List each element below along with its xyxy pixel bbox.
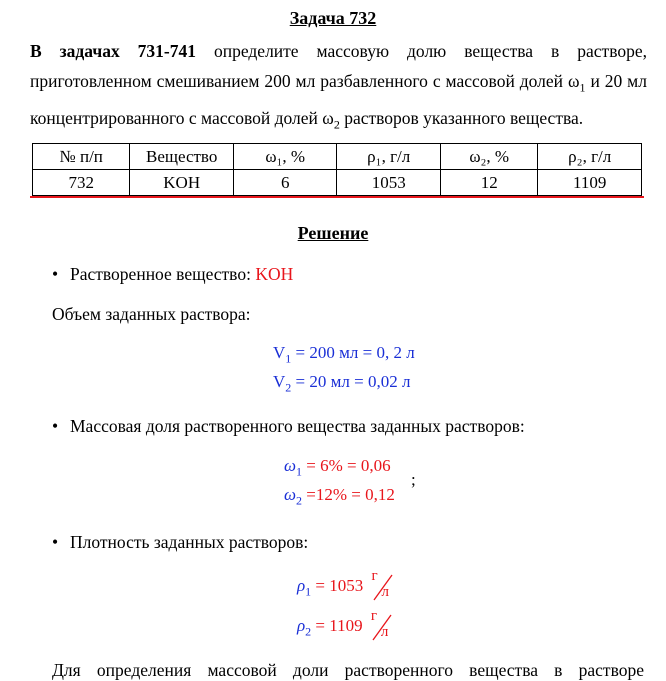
bullet-icon: •: [52, 416, 59, 436]
density-unit: [367, 610, 395, 644]
mass-fraction-bullet: [52, 416, 525, 437]
density-label: Плотность заданных растворов:: [70, 532, 309, 552]
volume-value: = 20 мл = 0,02 л: [291, 372, 411, 391]
bullet-icon: •: [52, 264, 59, 284]
density-formula-2: [297, 610, 395, 644]
unit-numerator: г: [371, 568, 378, 584]
table-header-row: [33, 144, 642, 170]
density-formula-1: [297, 570, 396, 604]
unit-denominator: л: [381, 584, 390, 600]
problem-range: В задачах 731-741: [30, 41, 197, 61]
table-cell: 1053: [337, 170, 441, 196]
table-cell: 6: [233, 170, 337, 196]
problem-title: Задача 732: [289, 8, 377, 28]
solute-label: Растворенное вещество:: [70, 264, 256, 284]
density-symbol: ρ: [297, 615, 306, 635]
volume-value: = 200 мл = 0, 2 л: [291, 343, 415, 362]
header-cell: № п/п: [33, 144, 130, 170]
volume-subscript: 2: [285, 380, 292, 395]
volume-symbol: V: [273, 372, 286, 391]
statement-part-2: и 20 мл концентрированного с массовой долей ω: [30, 71, 647, 128]
data-table: [32, 143, 642, 196]
fraction-symbol: ω: [284, 485, 297, 504]
density-subscript: 2: [305, 624, 312, 639]
header-cell: Вещество: [130, 144, 234, 170]
bullet-icon: •: [52, 532, 59, 552]
density-subscript: 1: [305, 584, 312, 599]
volume-formula-1: [273, 343, 415, 366]
density-value: = 1109: [311, 615, 363, 635]
density-symbol: ρ: [297, 575, 306, 595]
red-underline: [30, 196, 644, 198]
table-cell: 12: [440, 170, 537, 196]
fraction-formula-2: [284, 485, 395, 508]
header-cell: ρ₁, г/л: [337, 144, 441, 170]
table-row: [33, 170, 642, 196]
problem-statement: [30, 36, 647, 139]
unit-denominator: л: [380, 624, 389, 640]
fraction-subscript: 1: [296, 464, 303, 479]
table-cell: 732: [33, 170, 130, 196]
fraction-value: =12% = 0,12: [302, 485, 395, 504]
mass-fraction-label: Массовая доля растворенного вещества заданных растворов:: [70, 416, 525, 436]
statement-sub-1: 1: [579, 80, 586, 95]
header-cell: ω₁, %: [233, 144, 337, 170]
volume-subscript: 1: [285, 351, 292, 366]
statement-part-3: растворов указанного вещества.: [339, 107, 584, 128]
continuation-text: Для определения массовой доли растворенного вещества в растворе: [52, 660, 644, 680]
solution-heading: Решение: [297, 223, 369, 243]
statement-sub-2: 2: [333, 117, 340, 131]
table-cell: KOH: [130, 170, 234, 196]
solute-value: KOH: [255, 264, 294, 284]
solute-bullet: [52, 264, 293, 285]
unit-numerator: г: [370, 608, 378, 624]
volume-symbol: V: [273, 343, 286, 362]
density-unit: [368, 570, 396, 604]
volume-label: Объем заданных раствора:: [52, 304, 251, 324]
density-value: = 1053: [311, 575, 364, 595]
fraction-subscript: 2: [296, 493, 303, 508]
volume-formula-2: [273, 372, 410, 395]
fraction-symbol: ω: [284, 456, 297, 475]
statement-part-1: определите массовую долю вещества в растворе, приготовленном смешиванием 200 мл разбавленного с массовой долей ω: [30, 41, 647, 91]
fraction-value: = 6% = 0,06: [302, 456, 391, 475]
header-cell: ρ₂, г/л: [538, 144, 642, 170]
fraction-formula-1: [284, 456, 391, 479]
header-cell: ω₂, %: [440, 144, 537, 170]
fraction-semicolon: ;: [411, 470, 416, 489]
table-cell: 1109: [538, 170, 642, 196]
density-bullet: [52, 532, 308, 553]
